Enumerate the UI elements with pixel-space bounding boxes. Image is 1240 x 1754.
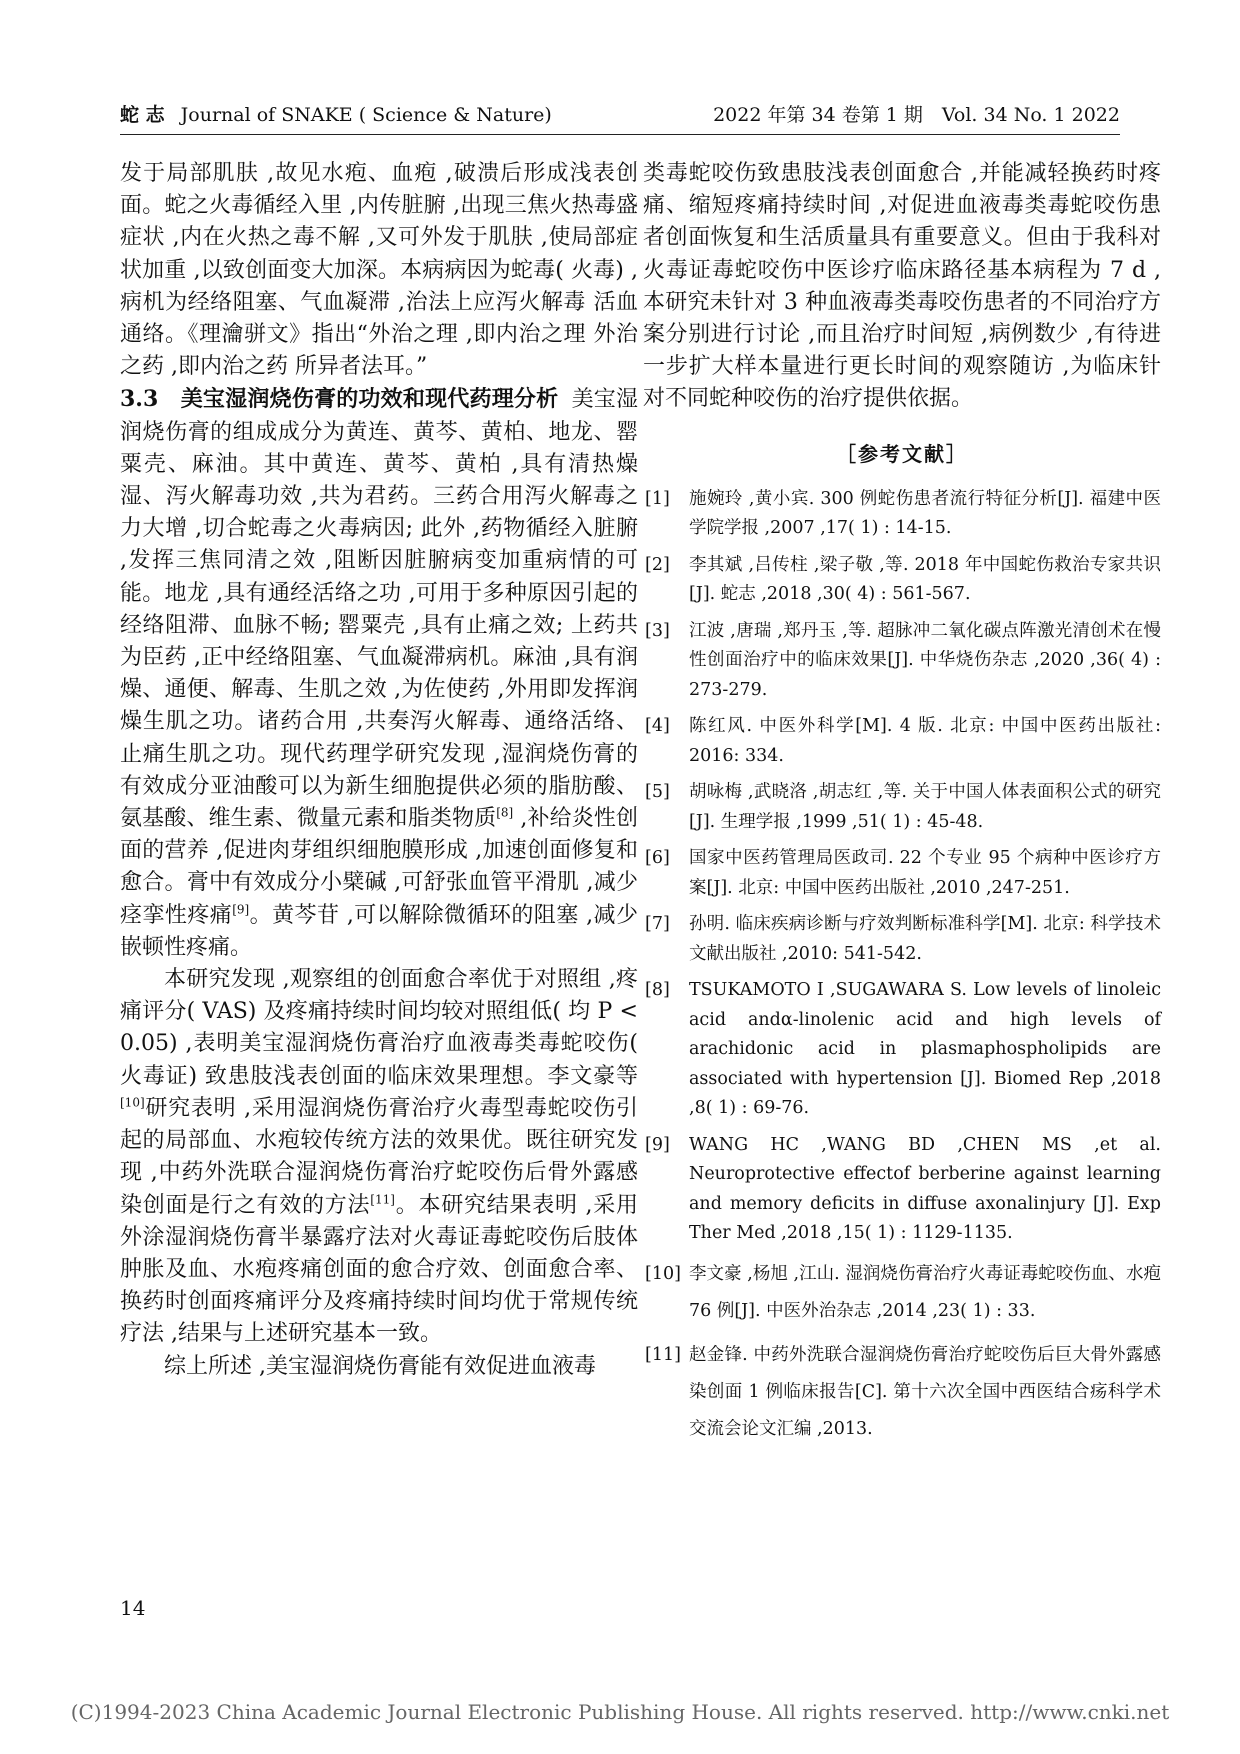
reference-item: [643, 910, 1161, 969]
conclusion-continued: 类毒蛇咬伤致患肢浅表创面愈合 ,并能减轻换药时疼痛、缩短疼痛持续时间 ,对促进血液毒类毒蛇咬伤患者创面恢复和生活质量具有重要意义。但由于我科对火毒证毒蛇咬伤中医诊疗临床路径基本病程为 7 d ,本研究未针对 3 种血液毒类毒咬伤患者的不同治疗方案分别进行讨论 ,而且治疗时间短 ,病例数少 ,有待进一步扩大样本量进行更长时间的观察随访 ,为临床针对不同蛇种咬伤的治疗提供依据。: [643, 161, 1161, 412]
running-header: [120, 100, 1120, 135]
reference-text: 孙明. 临床疾病诊断与疗效判断标准科学[M]. 北京: 科学技术文献出版社 ,2010: 541-542.: [689, 914, 1161, 964]
reference-text: 国家中医药管理局医政司. 22 个专业 95 个病种中医诊疗方案[J]. 北京: 中国中医药出版社 ,2010 ,247-251.: [689, 848, 1161, 898]
left-column: [120, 158, 638, 1383]
section-heading: 3.3 美宝湿润烧伤膏的功效和现代药理分析: [120, 386, 559, 413]
reference-number: [1]: [645, 488, 670, 509]
reference-item: [643, 551, 1161, 610]
reference-number: [11]: [645, 1344, 681, 1365]
paragraph-continued: 发于局部肌肤 ,故见水疱、血疱 ,破溃后形成浅表创面。蛇之火毒循经入里 ,内传脏腑 ,出现三焦火热毒盛症状 ,内在火热之毒不解 ,又可外发于肌肤 ,使局部症状加重 ,以致创面变大加深。本病病因为蛇毒( 火毒) ,病机为经络阻塞、气血凝滞 ,治法上应泻火解毒 活血通络。《理瀹骈文》指出“外治之理 ,即内治之理 外治之药 ,即内治之药 所异者法耳。”: [120, 161, 638, 380]
reference-number: [6]: [645, 848, 670, 869]
reference-item: [643, 778, 1161, 837]
reference-item: [643, 712, 1161, 771]
citation-8: [8]: [496, 805, 514, 820]
reference-item: [643, 485, 1161, 544]
reference-number: [7]: [645, 914, 670, 935]
page-number: 14: [120, 1596, 146, 1620]
reference-number: [8]: [645, 980, 670, 1001]
reference-text: 李其斌 ,吕传柱 ,梁子敬 ,等. 2018 年中国蛇伤救治专家共识[J]. 蛇志 ,2018 ,30( 4) : 561-567.: [689, 554, 1161, 605]
reference-text: 赵金锋. 中药外洗联合湿润烧伤膏治疗蛇咬伤后巨大骨外露感染创面 1 例临床报告[C]. 第十六次全国中西医结合疡科学术交流会论文汇编 ,2013.: [689, 1344, 1161, 1439]
conclusion-paragraph: 综上所述 ,美宝湿润烧伤膏能有效促进血液毒: [164, 1353, 596, 1379]
reference-text: WANG HC ,WANG BD ,CHEN MS ,et al. Neuroprotective effectof berberine against learning and memory deficits in diffuse axonalinjury [J]. Exp Ther Med ,2018 ,15( 1) : 1129-1135.: [689, 1134, 1161, 1244]
discussion-text-a: 本研究发现 ,观察组的创面愈合率优于对照组 ,疼痛评分( VAS) 及疼痛持续时间均较对照组低( 均 P < 0.05) ,表明美宝湿润烧伤膏治疗血液毒类毒蛇咬伤( 火毒证) 致患肢浅表创面的临床效果理想。李文豪等: [120, 967, 638, 1089]
reference-text: 施婉玲 ,黄小宾. 300 例蛇伤患者流行特征分析[J]. 福建中医学院学报 ,2007 ,17( 1) : 14-15.: [689, 488, 1161, 539]
reference-number: [2]: [645, 554, 670, 575]
reference-item: [643, 617, 1161, 706]
section-3-3: [120, 383, 638, 964]
reference-list: [643, 485, 1161, 1448]
reference-text: 陈红风. 中医外科学[M]. 4 版. 北京: 中国中医药出版社: 2016: 334.: [689, 716, 1162, 766]
reference-item: [643, 1337, 1161, 1448]
reference-text: 胡咏梅 ,武晓洛 ,胡志红 ,等. 关于中国人体表面积公式的研究[J]. 生理学报 ,1999 ,51( 1) : 45-48.: [689, 782, 1161, 832]
reference-item: [643, 1256, 1161, 1330]
journal-title-en: Journal of SNAKE ( Science & Nature): [180, 104, 552, 126]
section-text-c: 。黄芩苷 ,可以解除微循环的阻塞 ,减少嵌顿性疼痛。: [120, 902, 638, 960]
citation-11: [11]: [370, 1192, 395, 1207]
citation-9: [9]: [232, 902, 250, 917]
discussion-text-b: 研究表明 ,采用湿润烧伤膏治疗火毒型毒蛇咬伤引起的局部血、水疱较传统方法的效果优。既往研究发现 ,中药外洗联合湿润烧伤膏治疗蛇咬伤后骨外露感染创面是行之有效的方法: [120, 1095, 638, 1218]
reference-number: [4]: [645, 716, 670, 737]
reference-number: [9]: [645, 1134, 670, 1155]
section-text-a: 美宝湿润烧伤膏的组成成分为黄连、黄芩、黄柏、地龙、罂粟壳、麻油。其中黄连、黄芩、黄柏 ,具有清热燥湿、泻火解毒功效 ,共为君药。三药合用泻火解毒之力大增 ,切合蛇毒之火毒病因; 此外 ,药物循经入脏腑 ,发挥三焦同清之效 ,阻断因脏腑病变加重病情的可能。地龙 ,具有通经活络之功 ,可用于多种原因引起的经络阻滞、血脉不畅; 罂粟壳 ,具有止痛之效; 上药共为臣药 ,正中经络阻塞、气血凝滞病机。麻油 ,具有润燥、通便、解毒、生肌之效 ,为佐使药 ,外用即发挥润燥生肌之功。诸药合用 ,共奏泻火解毒、通络活络、止痛生肌之功。现代药理学研究发现 ,湿润烧伤膏的有效成分亚油酸可以为新生细胞提供必须的脂肪酸、氨基酸、维生素、微量元素和脂类物质: [120, 387, 638, 832]
discussion-text-c: 。本研究结果表明 ,采用外涂湿润烧伤膏半暴露疗法对火毒证毒蛇咬伤后肢体肿胀及血、水疱疼痛创面的愈合疗效、创面愈合率、换药时创面疼痛评分及疼痛持续时间均优于常规传统疗法 ,结果与上述研究基本一致。: [120, 1192, 638, 1347]
citation-10: [10]: [120, 1095, 145, 1110]
reference-item: [643, 1131, 1161, 1249]
journal-title-cn: 蛇 志: [120, 104, 165, 126]
reference-number: [10]: [645, 1263, 681, 1284]
reference-number: [5]: [645, 782, 670, 803]
right-column: [643, 158, 1161, 1455]
journal-title: [120, 100, 552, 130]
reference-item: [643, 976, 1161, 1124]
reference-item: [643, 844, 1161, 903]
issue-info: 2022 年第 34 卷第 1 期 Vol. 34 No. 1 2022: [713, 104, 1120, 126]
section-text-b: ,补给炎性创面的营养 ,促进肉芽组织细胞膜形成 ,加速创面修复和愈合。膏中有效成分小檗碱 ,可舒张血管平滑肌 ,减少痉挛性疼痛: [120, 806, 638, 928]
reference-text: TSUKAMOTO I ,SUGAWARA S. Low levels of linoleic acid andα-linolenic acid and high levels of arachidonic acid in plasmaphospholipids are associated with hypertension [J]. Biomed Rep ,2018 ,8( 1) : 69-76.: [689, 980, 1161, 1119]
reference-text: 江波 ,唐瑞 ,郑丹玉 ,等. 超脉冲二氧化碳点阵激光清创术在慢性创面治疗中的临床效果[J]. 中华烧伤杂志 ,2020 ,36( 4) : 273-279.: [689, 620, 1161, 700]
reference-text: 李文豪 ,杨旭 ,江山. 湿润烧伤膏治疗火毒证毒蛇咬伤血、水疱 76 例[J]. 中医外治杂志 ,2014 ,23( 1) : 33.: [689, 1263, 1161, 1321]
reference-number: [3]: [645, 620, 670, 641]
copyright-notice: (C)1994-2023 China Academic Journal Electronic Publishing House. All rights reserved. http://www.cnki.net: [70, 1700, 1170, 1724]
references-title: ［参考文献］: [836, 441, 968, 466]
discussion-paragraph: [120, 964, 638, 1350]
